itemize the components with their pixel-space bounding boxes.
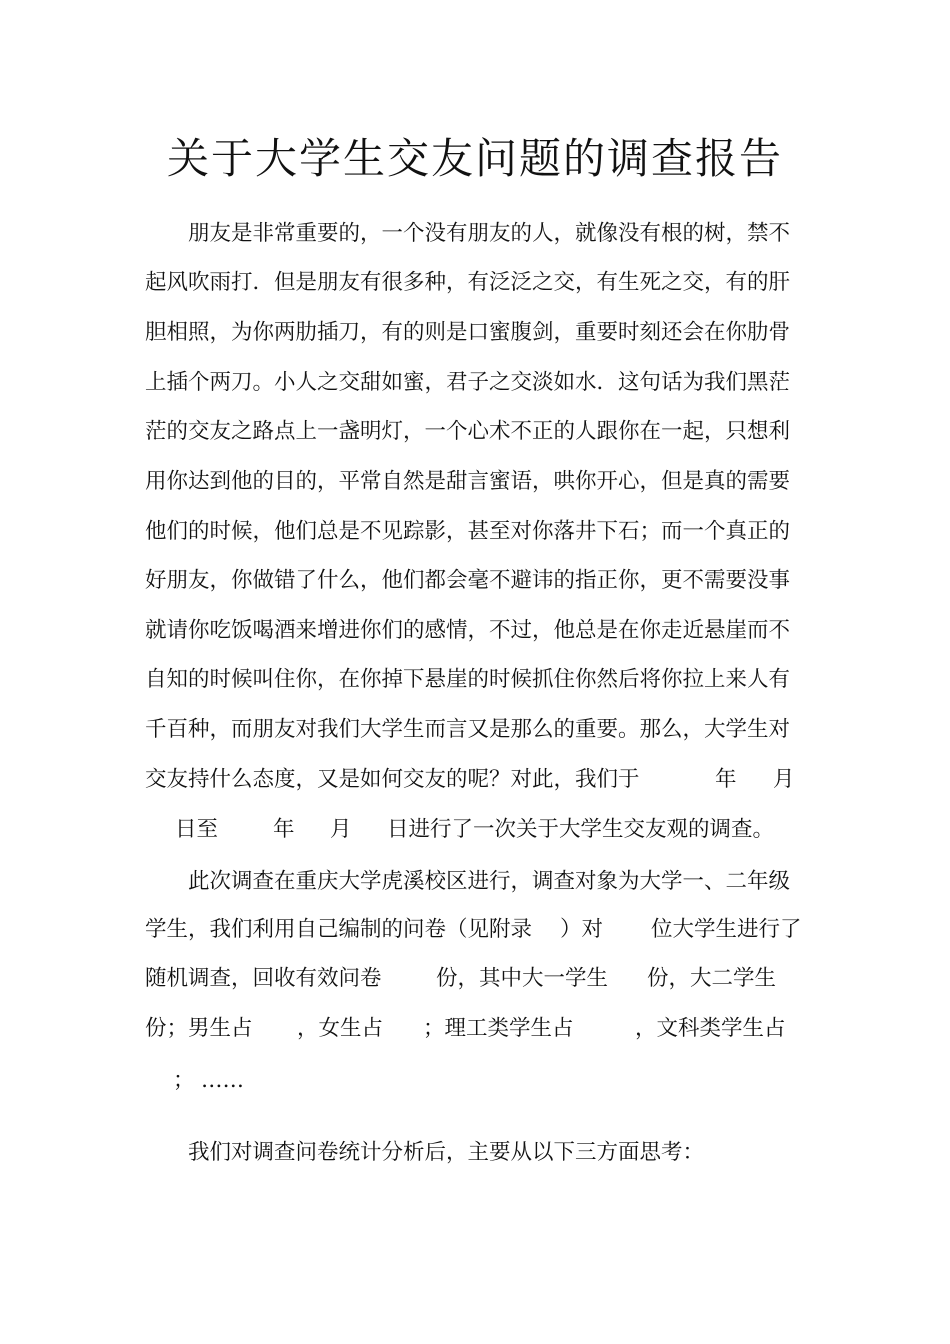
date-year-label: 年 [715, 767, 737, 792]
date-month-label: 月 [773, 767, 795, 792]
text-line: 他们的时候，他们总是不见踪影，甚至对你落井下石；而一个真正的 [145, 519, 791, 544]
text-line: 胆相照，为你两肋插刀，有的则是口蜜腹剑，重要时刻还会在你肋骨 [145, 320, 791, 345]
text-segment: ）对 [560, 917, 604, 942]
text-line: 就请你吃饭喝酒来增进你们的感情，不过，他总是在你走近悬崖而不 [145, 618, 791, 643]
date-month-label: 月 [330, 817, 352, 842]
text-line [145, 964, 777, 994]
text-line: 朋友是非常重要的，一个没有朋友的人，就像没有根的树，禁不 [145, 221, 791, 246]
text-line: 千百种，而朋友对我们大学生而言又是那么的重要。那么，大学生对 [145, 717, 791, 742]
text-segment: ，文科类学生占 [635, 1016, 786, 1041]
text-segment: 位大学生进行了 [651, 917, 802, 942]
text-line: 上插个两刀。小人之交甜如蜜，君子之交淡如水．这句话为我们黑茫 [145, 370, 791, 395]
text-line: 此次调查在重庆大学虎溪校区进行，调查对象为大学一、二年级 [145, 869, 791, 894]
text-segment: 学生，我们利用自己编制的问卷（见附录 [145, 917, 533, 942]
date-day-from-label: 日至 [175, 817, 219, 842]
text-line: 起风吹雨打．但是朋友有很多种，有泛泛之交，有生死之交，有的肝 [145, 270, 791, 295]
text-segment: 份，其中大一学生 [436, 966, 609, 991]
text-line: 好朋友，你做错了什么，他们都会毫不避讳的指正你，更不需要没事 [145, 568, 791, 593]
text-segment: 份；男生占 [145, 1016, 253, 1041]
date-line-1 [145, 765, 795, 795]
text-line: 茫的交友之路点上一盏明灯，一个心术不正的人跟你在一起，只想利 [145, 419, 791, 444]
text-line: 用你达到他的目的，平常自然是甜言蜜语，哄你开心，但是真的需要 [145, 469, 791, 494]
text-segment: 随机调查，回收有效问卷 [145, 966, 382, 991]
text-segment: ；理工类学生占 [423, 1016, 574, 1041]
document-title: 关于大学生交友问题的调查报告 [166, 134, 783, 184]
text-line: 自知的时候叫住你，在你掉下悬崖的时候抓住你然后将你拉上来人有 [145, 667, 791, 692]
date-line-text: 交友持什么态度，又是如何交友的呢？对此，我们于 [145, 767, 640, 792]
text-segment: ，女生占 [297, 1016, 384, 1041]
text-segment: 份，大二学生 [647, 966, 777, 991]
text-line [145, 915, 802, 945]
date-year-label: 年 [273, 817, 295, 842]
text-segment: ； [173, 1068, 195, 1093]
text-line [145, 1014, 786, 1044]
ellipsis: …… [201, 1068, 244, 1093]
date-day-rest: 日进行了一次关于大学生交友观的调查。 [387, 817, 775, 842]
paragraph-analysis: 我们对调查问卷统计分析后，主要从以下三方面思考： [145, 1140, 705, 1165]
